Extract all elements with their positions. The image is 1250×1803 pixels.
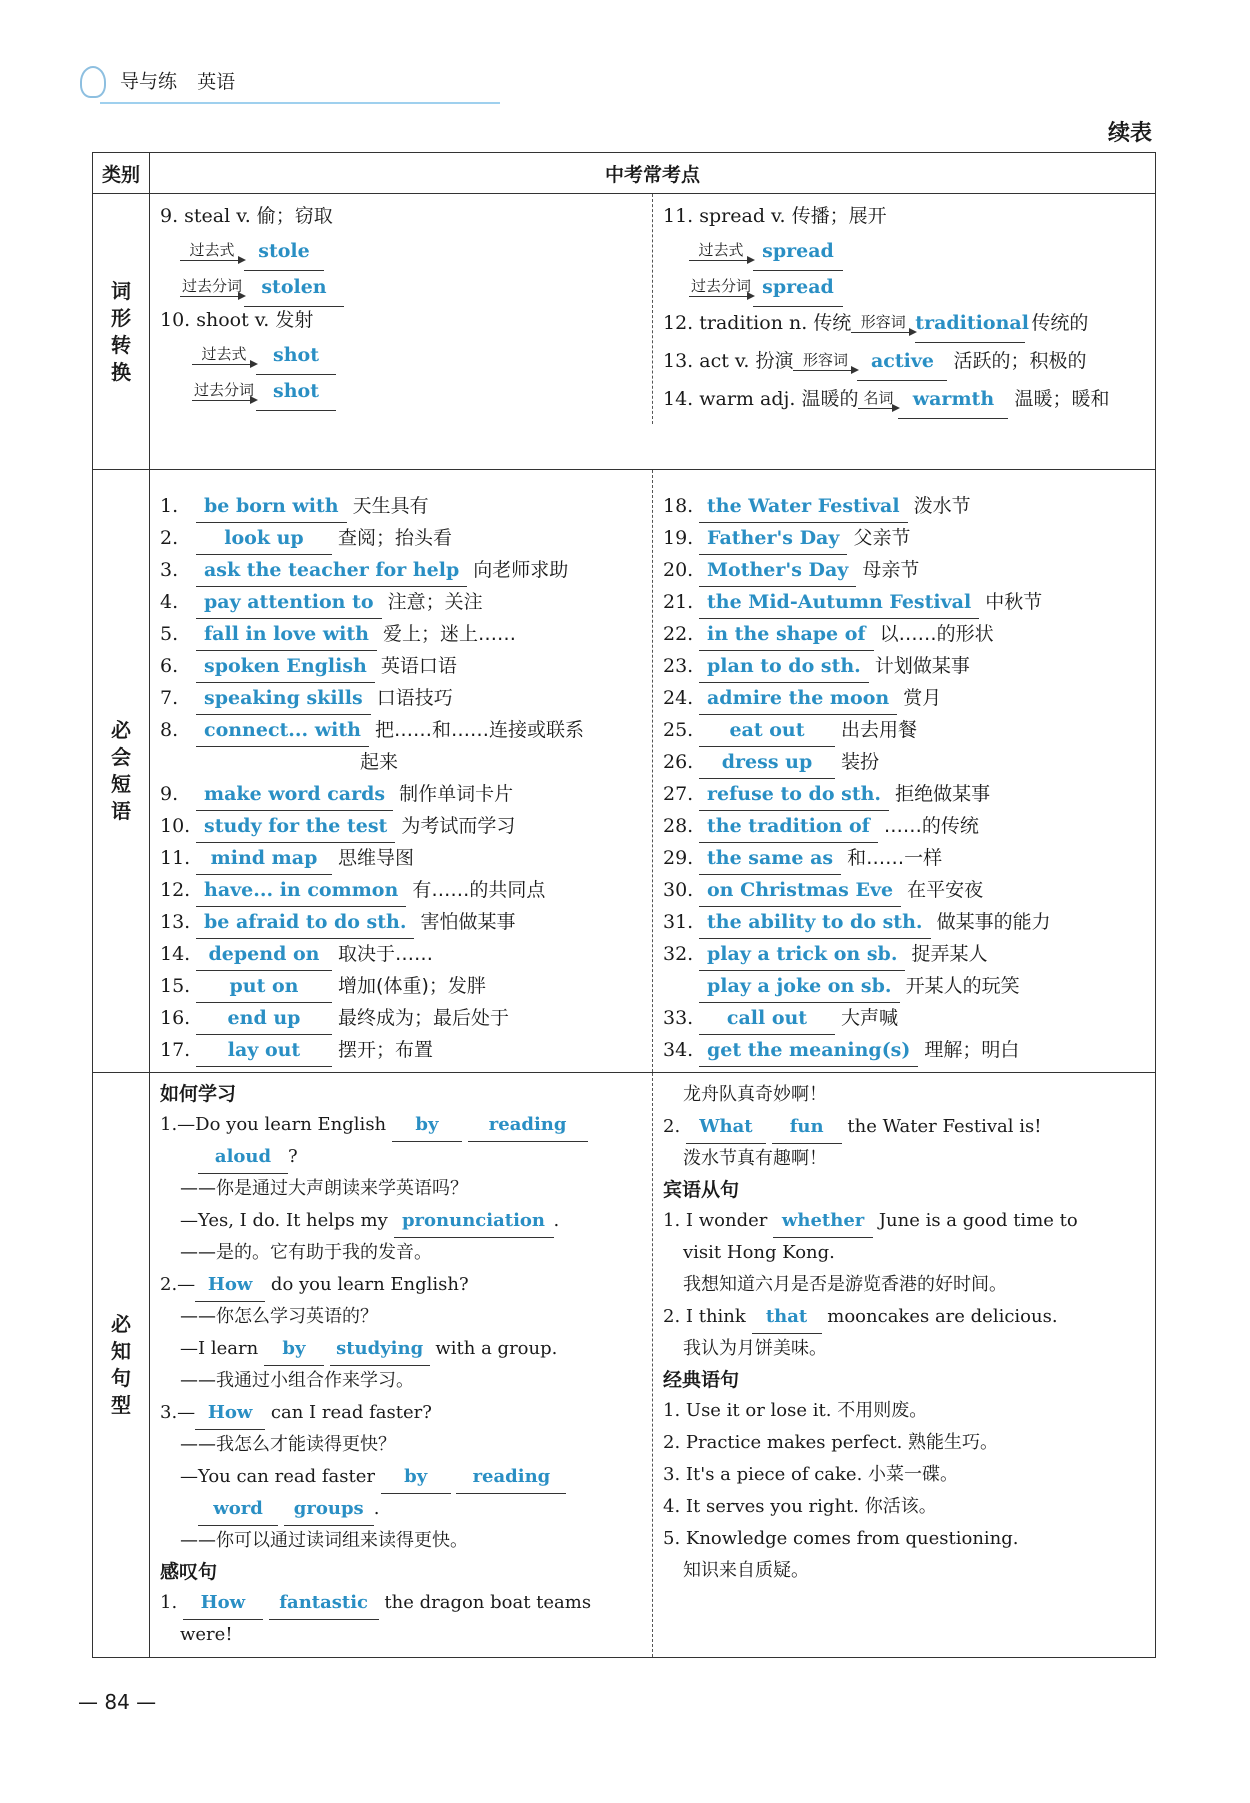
book-logo-icon (80, 66, 106, 98)
phrase-row: 25. eat out 出去用餐 (663, 714, 1145, 746)
phrase-answer: call out (699, 1002, 835, 1035)
book-title: 导与练 (120, 70, 178, 93)
phrase-meaning: 天生具有 (352, 495, 429, 517)
phrase-answer: make word cards (196, 778, 393, 811)
phrase-answer: have... in common (196, 874, 406, 907)
phrase-answer: on Christmas Eve (699, 874, 901, 907)
phrase-row: 28. the tradition of ……的传统 (663, 810, 1145, 842)
section-how-to-learn: 如何学习 (160, 1083, 237, 1105)
phrase-meaning: 注意；关注 (387, 591, 483, 613)
section-object-clause: 宾语从句 (663, 1179, 740, 1201)
phrase-row: 3. ask the teacher for help 向老师求助 (160, 554, 642, 586)
phrase-row: 2. look up 查阅；抬头看 (160, 522, 642, 554)
phrase-answer: lay out (196, 1034, 332, 1067)
phrase-meaning: 拒绝做某事 (895, 783, 991, 805)
main-header: 中考常考点 (150, 153, 1156, 194)
phrase-row: 19. Father's Day 父亲节 (663, 522, 1145, 554)
phrase-meaning: 捉弄某人 (911, 943, 988, 965)
phrases-left (150, 470, 653, 1072)
section-exclamatory: 感叹句 (160, 1561, 218, 1583)
phrase-answer: pay attention to (196, 586, 382, 619)
page-number: — 84 — (78, 1690, 157, 1714)
phrase-row: 6. spoken English 英语口语 (160, 650, 642, 682)
word-forms-right: 11. spread v. 传播；展开 过去式 spread 过去分词 spread 12. tradition n. 传统 形容词 traditional 传统的 13. act v. 扮演 形容词 active 活跃的；积极的 14. warm adj. 温暖的 名词 warmth 温暖；暖和 (653, 194, 1155, 424)
phrase-answer: admire the moon (699, 682, 897, 715)
phrase-meaning: 开某人的玩笑 (905, 975, 1020, 997)
phrase-answer: get the meaning(s) (699, 1034, 918, 1067)
phrase-meaning: 出去用餐 (841, 719, 918, 741)
phrase-row: 33. call out 大声喊 (663, 1002, 1145, 1034)
phrase-answer: the tradition of (699, 810, 878, 843)
phrase-meaning: 把……和……连接或联系 (374, 719, 584, 741)
phrase-row: 30. on Christmas Eve 在平安夜 (663, 874, 1145, 906)
phrase-meaning: 和……一样 (847, 847, 943, 869)
sentences-left: 如何学习 1.—Do you learn English by reading aloud ? ——你是通过大声朗读来学英语吗？ —Yes, I do. It helps my pronunciation . ——是的。它有助于我的发音。 2.— How do you learn English? ——你怎么学习英语的？ —I learn by studying with a group. ——我通过小组合作来学习。 3.— How can I read faster? ——我怎么才能读得更快？ —You can read faster by reading word groups . ——你可以通过读词组来读得更快。 感叹句 1. How fantastic the dragon boat teams were! (150, 1073, 653, 1657)
section-classic-quotes: 经典语句 (663, 1369, 740, 1391)
phrase-row: 23. plan to do sth. 计划做某事 (663, 650, 1145, 682)
answer-stole: stole (244, 232, 324, 271)
phrase-answer: the ability to do sth. (699, 906, 931, 939)
phrase-meaning: 赏月 (903, 687, 942, 709)
phrase-meaning: 理解；明白 (924, 1039, 1020, 1061)
phrase-row: 8. connect... with 把……和……连接或联系 (160, 714, 642, 746)
phrase-row: 34. get the meaning(s) 理解；明白 (663, 1034, 1145, 1066)
phrase-answer: dress up (699, 746, 835, 779)
category-header: 类别 (93, 153, 150, 194)
phrase-meaning: 取决于…… (338, 943, 434, 965)
phrase-row: 1. be born with 天生具有 (160, 490, 642, 522)
phrase-answer: in the shape of (699, 618, 874, 651)
phrase-answer: play a trick on sb. (699, 938, 905, 971)
phrase-meaning: 为考试而学习 (401, 815, 516, 837)
phrase-meaning: 泼水节 (913, 495, 971, 517)
phrase-row: 5. fall in love with 爱上；迷上…… (160, 618, 642, 650)
phrase-answer: mind map (196, 842, 332, 875)
phrase-answer: end up (196, 1002, 332, 1035)
phrase-meaning: 查阅；抬头看 (338, 527, 453, 549)
phrase-answer: the same as (699, 842, 841, 875)
phrase-row (663, 970, 1145, 1002)
phrase-row: 31. the ability to do sth. 做某事的能力 (663, 906, 1145, 938)
phrase-row: 7. speaking skills 口语技巧 (160, 682, 642, 714)
phrase-meaning: 向老师求助 (473, 559, 569, 581)
phrase-meaning: 口语技巧 (376, 687, 453, 709)
phrase-meaning: 装扮 (841, 751, 880, 773)
phrase-answer: fall in love with (196, 618, 377, 651)
sentences-right: 龙舟队真奇妙啊！ 2. What fun the Water Festival is! 泼水节真有趣啊！ 宾语从句 1. I wonder whether June is a good time to visit Hong Kong. 我想知道六月是否是游览香港的好时间。 2. I think that mooncakes are delicious. 我认为月饼美味。 经典语句 1. Use it or lose it. 不用则废。 2. Practice makes perfect. 熟能生巧。 3. It's a piece of cake. 小菜一碟。 4. It serves you right. 你活该。 5. Knowledge comes from questioning. 知识来自质疑。 (653, 1073, 1155, 1657)
phrase-meaning: 母亲节 (862, 559, 920, 581)
phrase-answer: play a joke on sb. (699, 970, 900, 1003)
phrase-answer: spoken English (196, 650, 375, 683)
phrase-meaning: 爱上；迷上…… (383, 623, 517, 645)
phrase-row: 26. dress up 装扮 (663, 746, 1145, 778)
answer-stolen: stolen (244, 268, 344, 307)
phrase-answer: connect... with (196, 714, 369, 747)
phrase-row: 32. play a trick on sb. 捉弄某人 (663, 938, 1145, 970)
phrase-meaning: 思维导图 (338, 847, 415, 869)
category-sentences: 必 知 句 型 (93, 1073, 150, 1658)
phrase-answer: Father's Day (699, 522, 847, 555)
phrase-row: 14. depend on 取决于…… (160, 938, 642, 970)
phrase-answer: be born with (196, 490, 347, 523)
phrase-meaning: 中秋节 (985, 591, 1043, 613)
phrase-row: 29. the same as 和……一样 (663, 842, 1145, 874)
phrase-row: 13. be afraid to do sth. 害怕做某事 (160, 906, 642, 938)
phrases-right (653, 470, 1155, 1072)
phrase-row: 4. pay attention to 注意；关注 (160, 586, 642, 618)
phrase-meaning: 害怕做某事 (420, 911, 516, 933)
phrase-meaning: 英语口语 (380, 655, 457, 677)
phrase-row: 18. the Water Festival 泼水节 (663, 490, 1145, 522)
phrase-answer: the Water Festival (699, 490, 908, 523)
phrase-answer: put on (196, 970, 332, 1003)
phrase-meaning: ……的传统 (883, 815, 979, 837)
phrase-meaning: 父亲节 (853, 527, 911, 549)
phrase-answer: be afraid to do sth. (196, 906, 414, 939)
phrase-row: 21. the Mid-Autumn Festival 中秋节 (663, 586, 1145, 618)
category-word-forms: 词 形 转 换 (93, 194, 150, 470)
phrase-row: 17. lay out 摆开；布置 (160, 1034, 642, 1066)
phrase-meaning: 以……的形状 (879, 623, 994, 645)
page-header (80, 66, 235, 98)
subject-title: 英语 (197, 70, 236, 93)
phrase-meaning: 增加(体重)；发胖 (338, 975, 486, 997)
phrase-answer: the Mid-Autumn Festival (699, 586, 979, 619)
phrase-answer: eat out (699, 714, 835, 747)
phrase-meaning: 摆开；布置 (338, 1039, 434, 1061)
phrase-row: 11. mind map 思维导图 (160, 842, 642, 874)
phrase-answer: speaking skills (196, 682, 371, 715)
phrase-row: 20. Mother's Day 母亲节 (663, 554, 1145, 586)
phrase-answer: ask the teacher for help (196, 554, 467, 587)
word-forms-left: 9. steal v. 偷；窃取 过去式 stole 过去分词 stolen 10. shoot v. 发射 过去式 shot 过去分词 shot (150, 194, 653, 424)
phrase-row: 24. admire the moon 赏月 (663, 682, 1145, 714)
phrase-row: 15. put on 增加(体重)；发胖 (160, 970, 642, 1002)
phrase-meaning: 大声喊 (841, 1007, 899, 1029)
phrase-row: 22. in the shape of 以……的形状 (663, 618, 1145, 650)
phrase-meaning: 最终成为；最后处于 (338, 1007, 510, 1029)
phrase-answer: look up (196, 522, 332, 555)
phrase-row (160, 746, 642, 778)
phrase-row: 16. end up 最终成为；最后处于 (160, 1002, 642, 1034)
phrase-answer: refuse to do sth. (699, 778, 889, 811)
continued-label: 续表 (1107, 121, 1152, 146)
phrase-meaning: 起来 (360, 751, 399, 773)
phrase-answer: Mother's Day (699, 554, 856, 587)
phrase-answer: study for the test (196, 810, 395, 843)
main-table (92, 152, 1156, 1658)
category-phrases: 必 会 短 语 (93, 470, 150, 1073)
phrase-meaning: 在平安夜 (907, 879, 984, 901)
phrase-answer: plan to do sth. (699, 650, 869, 683)
phrase-meaning: 计划做某事 (874, 655, 970, 677)
phrase-row: 10. study for the test 为考试而学习 (160, 810, 642, 842)
phrase-row: 12. have... in common 有……的共同点 (160, 874, 642, 906)
phrase-meaning: 制作单词卡片 (399, 783, 514, 805)
phrase-meaning: 做某事的能力 (936, 911, 1051, 933)
phrase-answer: depend on (196, 938, 332, 971)
phrase-row: 27. refuse to do sth. 拒绝做某事 (663, 778, 1145, 810)
phrase-meaning: 有……的共同点 (412, 879, 546, 901)
phrase-row: 9. make word cards 制作单词卡片 (160, 778, 642, 810)
